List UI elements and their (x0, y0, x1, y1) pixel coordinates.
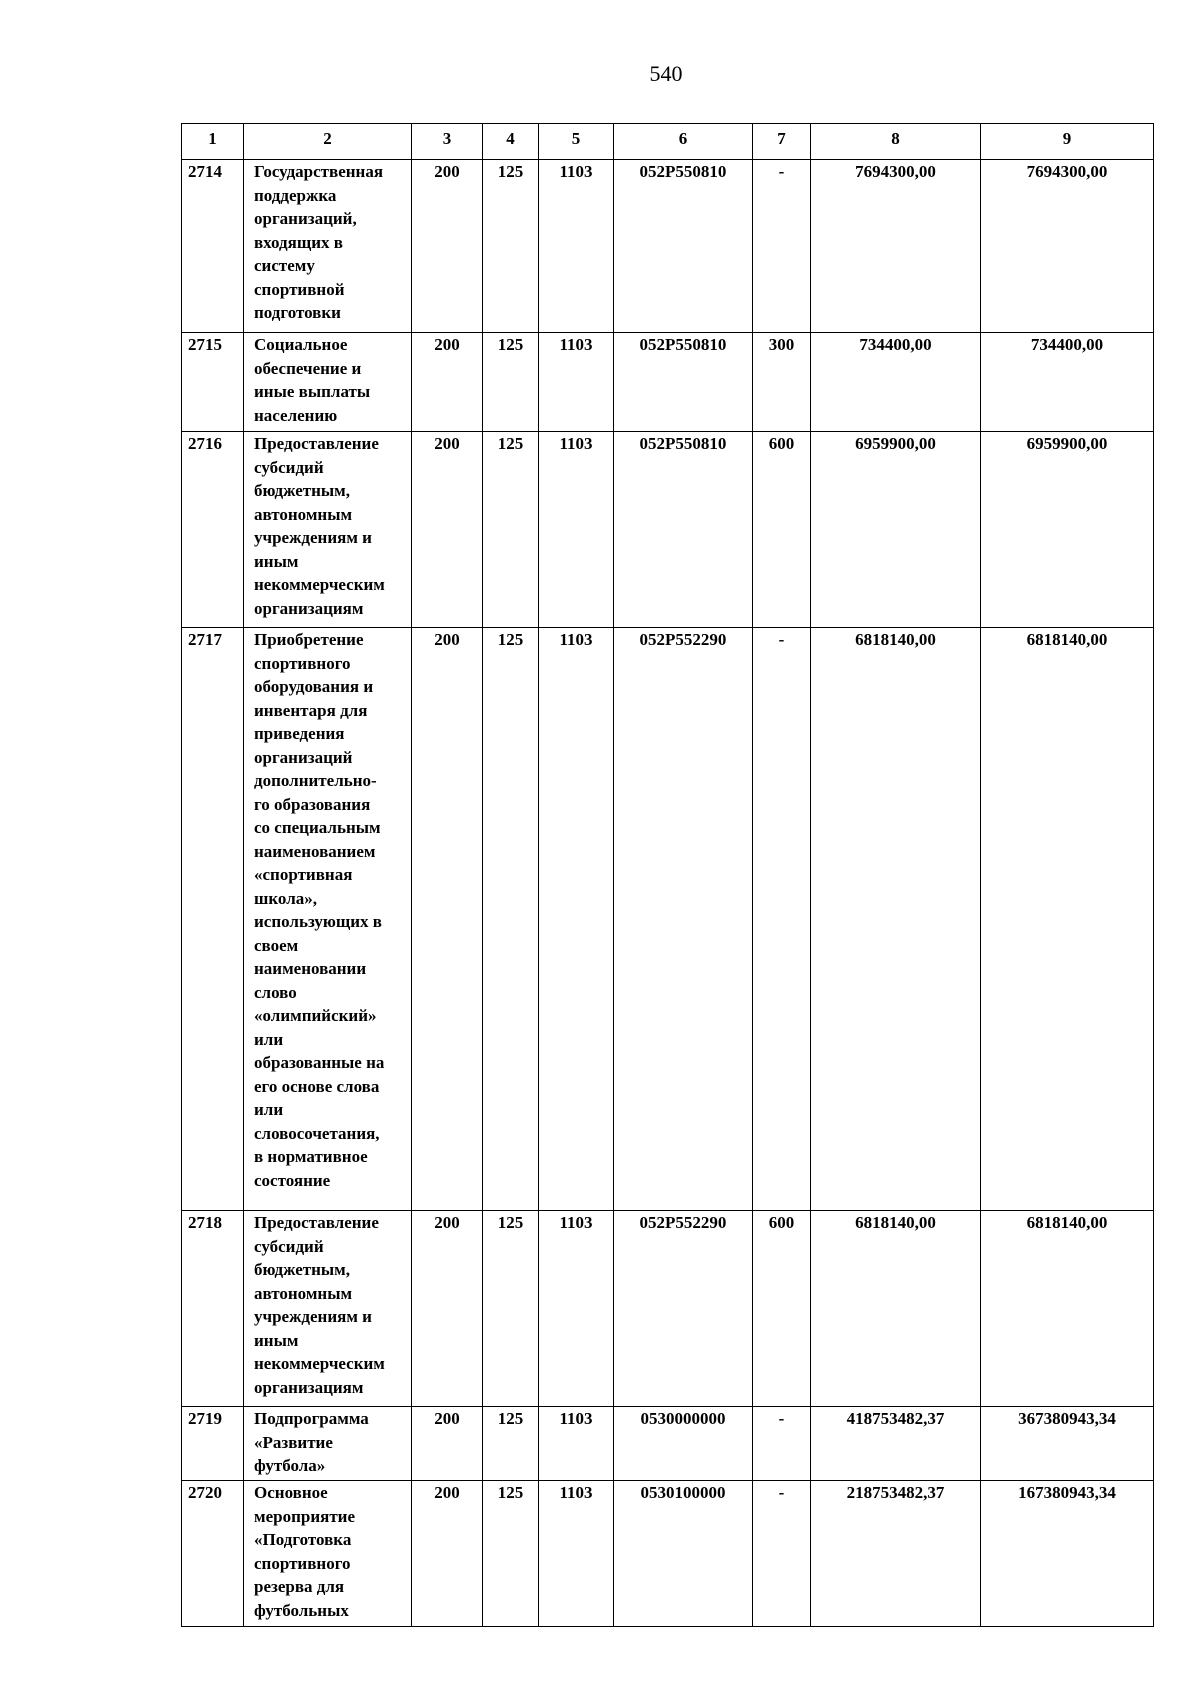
header-cell: 4 (483, 124, 539, 160)
cell-col-4: 125 (483, 160, 539, 333)
cell-item-name: Подпрограмма «Развитие футбола» (244, 1407, 412, 1481)
cell-col-4: 125 (483, 333, 539, 432)
table-body (182, 124, 1154, 1627)
budget-table (181, 123, 1154, 1627)
cell-item-name: Предоставление субсидий бюджетным, автономным учреждениям и иным некоммерческим организациям (244, 432, 412, 628)
cell-col-5: 1103 (539, 333, 614, 432)
cell-item-name: Государственная поддержка организаций, входящих в систему спортивной подготовки (244, 160, 412, 333)
cell-amount-9: 6959900,00 (981, 432, 1154, 628)
cell-col-7: - (753, 628, 811, 1211)
cell-row-number: 2714 (182, 160, 244, 333)
header-cell: 8 (811, 124, 981, 160)
cell-row-number: 2720 (182, 1481, 244, 1627)
cell-col-6: 0530100000 (614, 1481, 753, 1627)
header-cell: 5 (539, 124, 614, 160)
cell-col-3: 200 (412, 1211, 483, 1407)
table-row (182, 1481, 1154, 1627)
cell-amount-8: 218753482,37 (811, 1481, 981, 1627)
cell-amount-8: 6818140,00 (811, 1211, 981, 1407)
cell-col-5: 1103 (539, 1407, 614, 1481)
cell-amount-9: 167380943,34 (981, 1481, 1154, 1627)
cell-col-7: - (753, 1481, 811, 1627)
header-cell: 3 (412, 124, 483, 160)
cell-col-7: - (753, 1407, 811, 1481)
cell-row-number: 2717 (182, 628, 244, 1211)
cell-amount-9: 6818140,00 (981, 1211, 1154, 1407)
cell-amount-8: 7694300,00 (811, 160, 981, 333)
cell-col-5: 1103 (539, 1211, 614, 1407)
cell-item-name: Приобретение спортивного оборудования и инвентаря для приведения организаций дополнительно- го образования со специальным наименованием «спортивная школа», использующих в своем наименовании слово «олимпийский» или образованные на его основе слова или словосочетания, в нормативное состояние (244, 628, 412, 1211)
table-row (182, 628, 1154, 1211)
cell-item-name: Основное мероприятие «Подготовка спортивного резерва для футбольных (244, 1481, 412, 1627)
header-cell: 6 (614, 124, 753, 160)
cell-col-4: 125 (483, 1407, 539, 1481)
cell-amount-9: 734400,00 (981, 333, 1154, 432)
cell-col-5: 1103 (539, 432, 614, 628)
cell-col-5: 1103 (539, 628, 614, 1211)
cell-col-4: 125 (483, 628, 539, 1211)
cell-col-3: 200 (412, 160, 483, 333)
cell-col-6: 052P552290 (614, 628, 753, 1211)
cell-col-6: 052P550810 (614, 160, 753, 333)
cell-col-3: 200 (412, 333, 483, 432)
cell-col-7: 600 (753, 432, 811, 628)
cell-col-6: 0530000000 (614, 1407, 753, 1481)
header-cell: 9 (981, 124, 1154, 160)
cell-col-5: 1103 (539, 160, 614, 333)
table-row (182, 333, 1154, 432)
cell-amount-8: 418753482,37 (811, 1407, 981, 1481)
page-number: 540 (649, 61, 683, 86)
cell-amount-8: 6959900,00 (811, 432, 981, 628)
table-row (182, 432, 1154, 628)
cell-row-number: 2719 (182, 1407, 244, 1481)
cell-col-3: 200 (412, 628, 483, 1211)
cell-col-4: 125 (483, 1211, 539, 1407)
cell-item-name: Социальное обеспечение и иные выплаты населению (244, 333, 412, 432)
cell-row-number: 2715 (182, 333, 244, 432)
cell-col-3: 200 (412, 432, 483, 628)
table-row (182, 1211, 1154, 1407)
cell-row-number: 2718 (182, 1211, 244, 1407)
cell-row-number: 2716 (182, 432, 244, 628)
cell-col-7: 300 (753, 333, 811, 432)
table-row (182, 160, 1154, 333)
cell-amount-8: 734400,00 (811, 333, 981, 432)
header-cell: 2 (244, 124, 412, 160)
cell-col-6: 052P550810 (614, 432, 753, 628)
cell-amount-9: 367380943,34 (981, 1407, 1154, 1481)
cell-col-6: 052P552290 (614, 1211, 753, 1407)
header-row (182, 124, 1154, 160)
header-cell: 1 (182, 124, 244, 160)
cell-amount-9: 7694300,00 (981, 160, 1154, 333)
header-cell: 7 (753, 124, 811, 160)
table-row (182, 1407, 1154, 1481)
cell-col-7: 600 (753, 1211, 811, 1407)
cell-col-7: - (753, 160, 811, 333)
cell-col-4: 125 (483, 432, 539, 628)
cell-item-name: Предоставление субсидий бюджетным, автономным учреждениям и иным некоммерческим организациям (244, 1211, 412, 1407)
cell-amount-9: 6818140,00 (981, 628, 1154, 1211)
cell-col-4: 125 (483, 1481, 539, 1627)
cell-col-6: 052P550810 (614, 333, 753, 432)
cell-col-3: 200 (412, 1407, 483, 1481)
cell-amount-8: 6818140,00 (811, 628, 981, 1211)
cell-col-3: 200 (412, 1481, 483, 1627)
cell-col-5: 1103 (539, 1481, 614, 1627)
